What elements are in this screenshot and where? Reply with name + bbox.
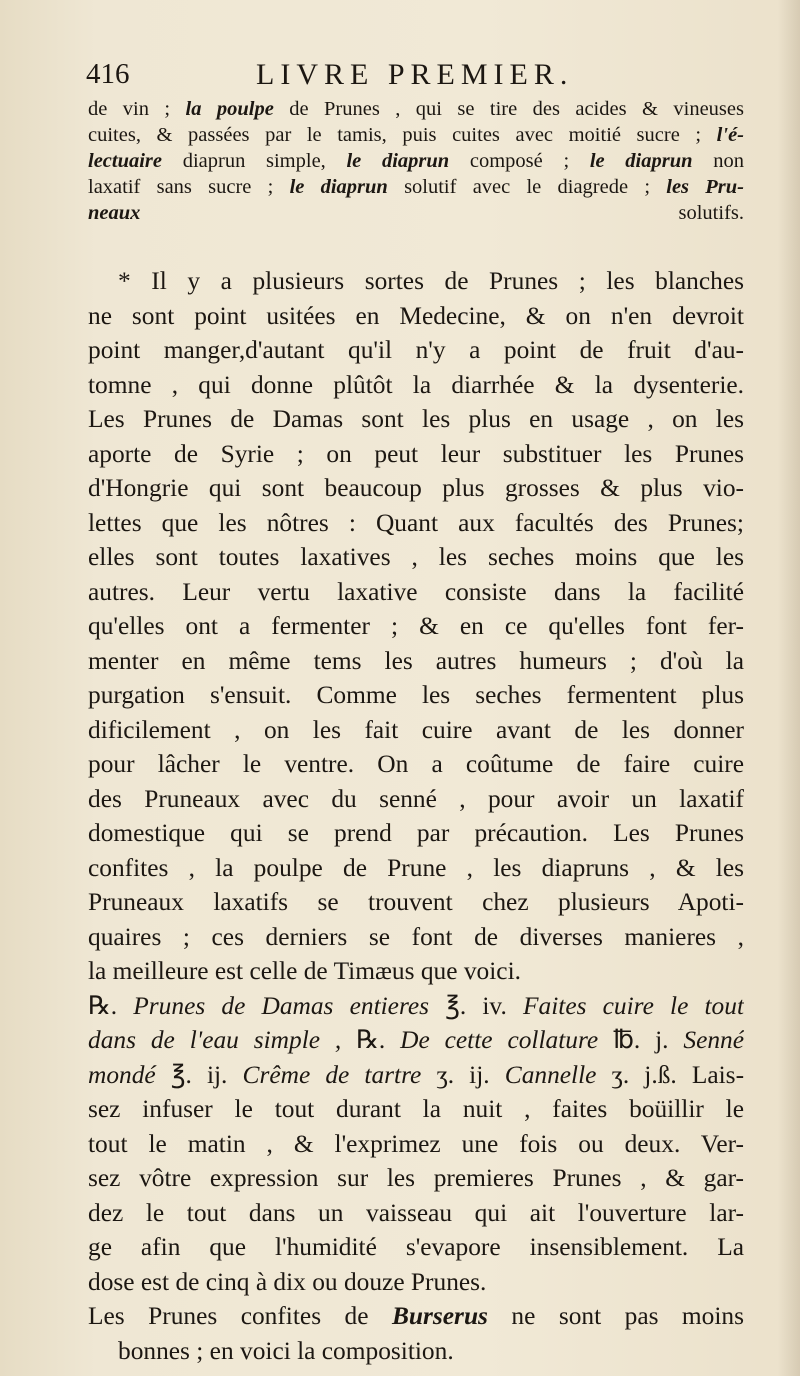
- text-run: Pruneaux laxatifs se trouvent chez plusieurs Apoti-: [88, 888, 744, 916]
- text-run: dose est de cinq à dix ou douze Prunes.: [88, 1267, 487, 1296]
- body-line: [88, 575, 744, 610]
- text-run: sez infuser le tout durant la nuit , faites boüillir le: [88, 1095, 744, 1123]
- body-line: [88, 747, 744, 782]
- italic-text: le diaprun: [289, 176, 388, 198]
- footnote-text: [88, 96, 744, 226]
- text-run: cuites, & passées par le tamis, puis cuites avec moitié sucre ;: [88, 124, 717, 146]
- footnote-line: [88, 200, 744, 226]
- footnote-line: [88, 148, 744, 174]
- text-run: elles sont toutes laxatives , les seches moins que les: [88, 543, 744, 571]
- body-line: [88, 437, 744, 472]
- text-run: ge afin que l'humidité s'evapore insensiblement. La: [88, 1233, 744, 1261]
- text-run: autres. Leur vertu laxative consiste dans la facilité: [88, 577, 744, 606]
- footnote-line: [88, 122, 744, 148]
- italic-text: dans de l'eau simple ,: [88, 1026, 342, 1054]
- body-line: [88, 1334, 744, 1369]
- italic-text: Senné: [683, 1026, 744, 1054]
- body-line: [88, 540, 744, 575]
- body-line: [88, 782, 744, 817]
- body-line: [88, 851, 744, 886]
- italic-text: Prunes de Damas entieres: [133, 991, 430, 1020]
- body-line: [88, 1023, 744, 1058]
- page-header: [86, 58, 746, 98]
- text-run: tomne , qui donne plûtôt la diarrhée & la dysenterie.: [88, 370, 744, 399]
- text-run: ℞.: [88, 991, 134, 1020]
- text-run: menter en même tems les autres humeurs ; d'où la: [88, 646, 744, 675]
- text-run: ℥. ij.: [155, 1060, 243, 1089]
- body-text: [88, 264, 744, 1368]
- body-line: [88, 1230, 744, 1265]
- body-line: [88, 609, 744, 644]
- text-run: tout le matin , & l'exprimez une fois ou deux. Ver-: [88, 1129, 744, 1158]
- italic-text: la poulpe: [185, 98, 274, 120]
- body-line: [88, 368, 744, 403]
- text-run: Les Prunes de Damas sont les plus en usage , on les: [88, 405, 744, 433]
- italic-text: neaux: [88, 202, 141, 224]
- text-run: laxatif sans sucre ;: [88, 176, 290, 198]
- italic-text: le diaprun: [346, 150, 450, 172]
- body-line: [88, 816, 744, 851]
- body-line: [88, 1299, 744, 1334]
- text-run: aporte de Syrie ; on peut leur substituer les Prunes: [88, 439, 744, 468]
- text-run: purgation s'ensuit. Comme les seches fermentent plus: [88, 681, 744, 709]
- body-line: [88, 713, 744, 748]
- italic-text: l'é-: [716, 124, 744, 146]
- text-run: bonnes ; en voici la composition.: [118, 1336, 454, 1365]
- text-run: ℥. iv.: [429, 991, 523, 1020]
- body-line: [88, 1092, 744, 1127]
- body-line: [88, 1058, 744, 1093]
- italic-text: De cette collature: [400, 1026, 599, 1054]
- text-run: ne sont pas moins: [487, 1302, 744, 1330]
- italic-text: Burserus: [391, 1302, 488, 1330]
- italic-text: lectuaire: [88, 150, 163, 172]
- text-run: lettes que les nôtres : Quant aux facultés des Prunes;: [88, 508, 744, 537]
- body-line: [88, 644, 744, 679]
- italic-text: les Pru-: [666, 176, 744, 198]
- text-run: pour lâcher le ventre. On a coûtume de faire cuire: [88, 750, 744, 778]
- text-run: confites , la poulpe de Prune , les diapruns , & les: [88, 853, 744, 882]
- body-line: [88, 1265, 744, 1300]
- text-run: ʒ. ij.: [421, 1060, 505, 1089]
- text-run: ℞.: [341, 1026, 401, 1054]
- text-run: diaprun simple,: [162, 150, 347, 172]
- text-run: solutif avec le diagrede ;: [387, 176, 667, 198]
- italic-text: le diaprun: [589, 150, 693, 172]
- running-title: LIVRE PREMIER.: [256, 58, 574, 91]
- page-number: 416: [86, 58, 130, 90]
- text-run: de vin ;: [88, 98, 186, 120]
- body-line: [88, 920, 744, 955]
- footnote-line: [88, 174, 744, 200]
- text-run: sez vôtre expression sur les premieres Prunes , & gar-: [88, 1164, 744, 1192]
- text-run: la meilleure est celle de Timæus que voici.: [88, 957, 521, 985]
- body-line: [88, 264, 744, 299]
- text-run: composé ;: [449, 150, 590, 172]
- text-run: ne sont point usitées en Medecine, & on n'en devroit: [88, 301, 744, 330]
- italic-text: Faites cuire le tout: [523, 991, 744, 1020]
- text-run: Les Prunes confites de: [88, 1302, 392, 1330]
- body-line: [88, 402, 744, 437]
- italic-text: mondé: [88, 1060, 156, 1089]
- body-line: [88, 1196, 744, 1231]
- body-line: [88, 333, 744, 368]
- italic-text: Crême de tartre: [242, 1060, 422, 1089]
- text-run: qu'elles ont a fermenter ; & en ce qu'elles font fer-: [88, 612, 744, 640]
- body-line: [88, 1161, 744, 1196]
- body-line: [88, 989, 744, 1024]
- footnote-line: [88, 96, 744, 122]
- text-run: point manger,d'autant qu'il n'y a point de fruit d'au-: [88, 336, 744, 364]
- text-run: des Pruneaux avec du senné , pour avoir un laxatif: [88, 784, 744, 813]
- text-run: dez le tout dans un vaisseau qui ait l'ouverture lar-: [88, 1198, 744, 1227]
- body-line: [88, 506, 744, 541]
- body-line: [88, 471, 744, 506]
- text-run: de Prunes , qui se tire des acides & vineuses: [273, 98, 744, 120]
- text-run: quaires ; ces derniers se font de diverses manieres ,: [88, 922, 744, 951]
- text-run: ℔. j.: [598, 1026, 684, 1054]
- body-line: [88, 299, 744, 334]
- text-run: * Il y a plusieurs sortes de Prunes ; les blanches: [118, 267, 744, 295]
- body-line: [88, 885, 744, 920]
- text-run: solutifs.: [140, 202, 744, 224]
- text-run: dificilement , on les fait cuire avant de les donner: [88, 715, 744, 744]
- text-run: domestique qui se prend par précaution. Les Prunes: [88, 819, 744, 847]
- body-line: [88, 678, 744, 713]
- italic-text: Cannelle: [504, 1060, 597, 1089]
- text-run: d'Hongrie qui sont beaucoup plus grosses & plus vio-: [88, 474, 744, 502]
- text-run: non: [692, 150, 744, 172]
- body-line: [88, 1127, 744, 1162]
- text-run: ʒ. j.ß. Lais-: [596, 1060, 744, 1089]
- page-edge-shadow: [778, 0, 800, 1376]
- body-line: [88, 954, 744, 989]
